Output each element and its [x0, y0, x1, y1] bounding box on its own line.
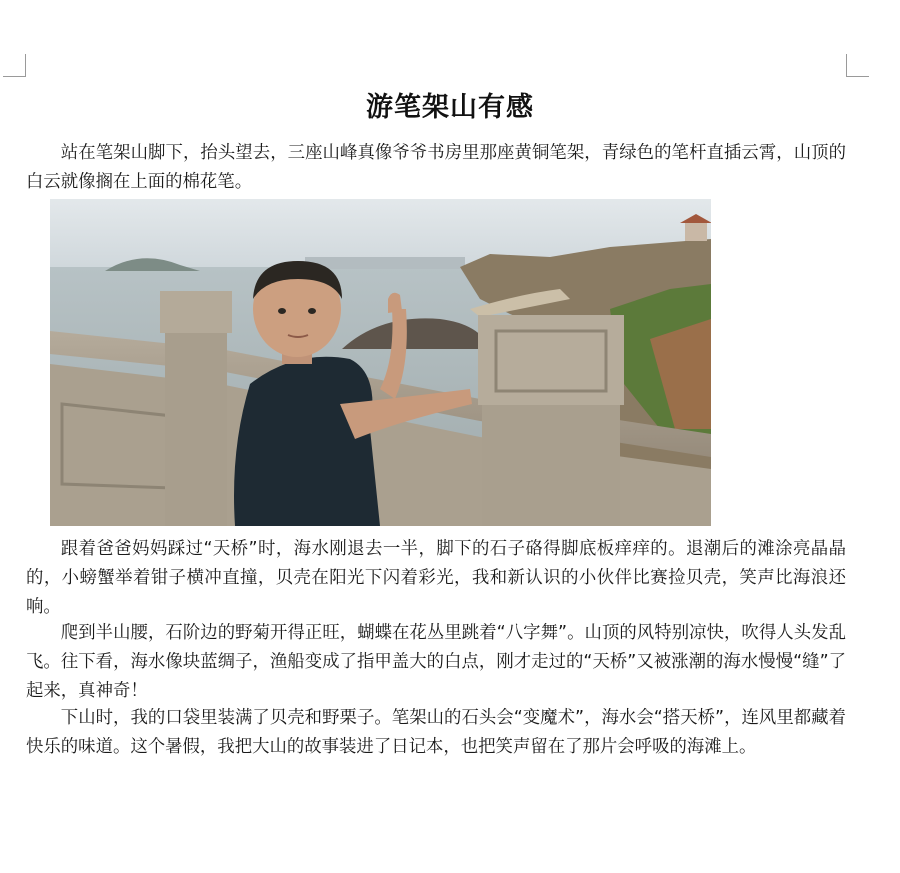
photo-pavilion: [685, 221, 707, 241]
paragraph-2: 跟着爸爸妈妈踩过“天桥”时，海水刚退去一半，脚下的石子硌得脚底板痒痒的。退潮后的滩涂亮晶晶的，小螃蟹举着钳子横冲直撞，贝壳在阳光下闪着彩光，我和新认识的小伙伴比赛捡贝壳，笑声比海浪还响。: [26, 539, 846, 617]
essay-title: 游笔架山有感: [366, 92, 534, 123]
page-corner-mark-right: [846, 54, 869, 77]
photo-city: [305, 257, 465, 269]
photo-boy-shirt: [234, 357, 380, 526]
paragraph-3: 爬到半山腰，石阶边的野菊开得正旺，蝴蝶在花丛里跳着“八字舞”。山顶的风特别凉快，吹得人头发乱飞。往下看，海水像块蓝绸子，渔船变成了指甲盖大的白点，刚才走过的“天桥”又被涨潮的海水慢慢“缝”了起来，真神奇！: [26, 623, 846, 701]
photo-boy-at-bijia-mountain: [50, 199, 711, 526]
paragraph-4: 下山时，我的口袋里装满了贝壳和野栗子。笔架山的石头会“变魔术”，海水会“搭天桥”，连风里都藏着快乐的味道。这个暑假，我把大山的故事装进了日记本，也把笑声留在了那片会呼吸的海滩上。: [26, 708, 846, 757]
paragraph-1: 站在笔架山脚下，抬头望去，三座山峰真像爷爷书房里那座黄铜笔架，青绿色的笔杆直插云霄，山顶的白云就像搁在上面的棉花笔。: [26, 143, 846, 192]
page-corner-mark-left: [3, 54, 26, 77]
